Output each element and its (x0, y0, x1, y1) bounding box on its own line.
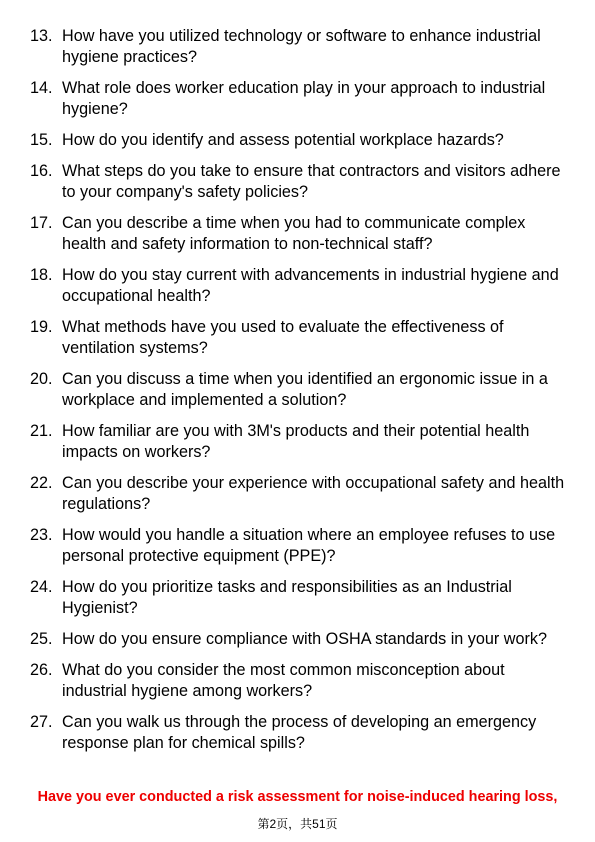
question-text: How familiar are you with 3M's products and their potential health impacts on workers? (62, 422, 530, 461)
question-item (30, 130, 570, 151)
question-text: How do you prioritize tasks and responsibilities as an Industrial Hygienist? (62, 578, 512, 617)
page-number-footer: 第2页，共51页 (257, 817, 338, 831)
question-number: 13. (30, 27, 53, 45)
question-text: Can you describe your experience with occupational safety and health regulations? (62, 474, 565, 513)
question-text: How have you utilized technology or software to enhance industrial hygiene practices? (62, 27, 541, 66)
question-text: How would you handle a situation where an employee refuses to use personal protective equipment (PPE)? (62, 526, 556, 565)
question-item (30, 161, 570, 203)
question-number: 16. (30, 162, 53, 180)
question-item (30, 629, 570, 650)
question-item (30, 78, 570, 120)
question-text: Can you discuss a time when you identified an ergonomic issue in a workplace and implemented a solution? (62, 370, 548, 409)
question-item (30, 473, 570, 515)
question-item (30, 213, 570, 255)
question-number: 19. (30, 318, 53, 336)
question-text: How do you stay current with advancements in industrial hygiene and occupational health? (62, 266, 559, 305)
question-item (30, 525, 570, 567)
question-number: 23. (30, 526, 53, 544)
question-text: How do you identify and assess potential workplace hazards? (62, 131, 504, 149)
question-text: Can you describe a time when you had to communicate complex health and safety information to non-technical staff? (62, 214, 526, 253)
question-number: 17. (30, 214, 53, 232)
question-number: 15. (30, 131, 53, 149)
question-text: What do you consider the most common misconception about industrial hygiene among workers? (62, 661, 505, 700)
question-item (30, 369, 570, 411)
question-number: 20. (30, 370, 53, 388)
question-number: 14. (30, 79, 53, 97)
question-text: What role does worker education play in your approach to industrial hygiene? (62, 79, 546, 118)
question-text: What steps do you take to ensure that contractors and visitors adhere to your company's safety policies? (62, 162, 561, 201)
question-text: Can you walk us through the process of developing an emergency response plan for chemical spills? (62, 713, 537, 752)
question-item (30, 265, 570, 307)
question-number: 25. (30, 630, 53, 648)
question-number: 26. (30, 661, 53, 679)
next-question-teaser: Have you ever conducted a risk assessment for noise-induced hearing loss, (37, 789, 558, 805)
question-number: 21. (30, 422, 53, 440)
question-item (30, 317, 570, 359)
question-number: 22. (30, 474, 53, 492)
question-number: 27. (30, 713, 53, 731)
question-number: 24. (30, 578, 53, 596)
question-number: 18. (30, 266, 53, 284)
question-item (30, 26, 570, 68)
question-item (30, 421, 570, 463)
question-item (30, 660, 570, 702)
question-text: What methods have you used to evaluate the effectiveness of ventilation systems? (62, 318, 504, 357)
question-text: How do you ensure compliance with OSHA standards in your work? (62, 630, 547, 648)
question-item (30, 577, 570, 619)
question-item (30, 712, 570, 754)
question-list (30, 26, 570, 764)
